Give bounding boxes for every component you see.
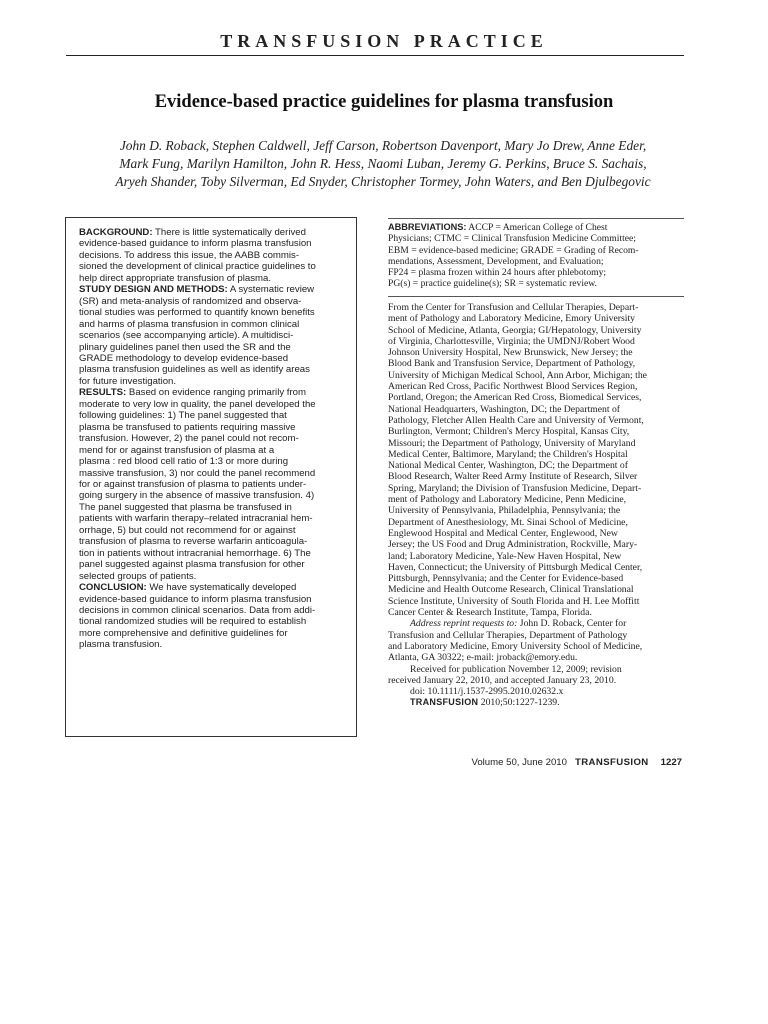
affiliation-line: Medical Center, Baltimore, Maryland; the Children's Hospital [388,448,628,460]
abstract-line: panel suggested against plasma transfusion for other [79,559,305,571]
methods-label: STUDY DESIGN AND METHODS: [79,284,228,296]
affiliation-line: ment of Pathology and Laboratory Medicine, Penn Medicine, [388,494,627,506]
abstract-line: and harms of plasma transfusion in common clinical [79,318,300,330]
abstract-line: tional studies was performed to quantify known benefits [79,307,315,319]
affiliation-line: Medicine and Health Outcome Research, Clinical Translational [388,584,634,596]
affiliation-line: American Red Cross, Pacific Northwest Blood Services Region, [388,381,638,393]
abstract-line: patients with warfarin therapy–related intracranial hem- [79,513,313,525]
abstract-line: tion in patients without intracranial hemorrhage. 6) The [79,547,311,559]
abstract-line: plasma transfusion guidelines as well as identify areas [79,364,310,376]
abstract-line: GRADE methodology to develop evidence-based [79,352,289,364]
abstract-line: scenarios (see accompanying article). A multidisci- [79,330,294,342]
affiliations [388,302,647,709]
citation-details: 2010;50:1227-1239. [478,697,560,709]
abbreviations-rule-bottom [388,296,684,297]
abstract-line: We have systematically developed [146,582,297,594]
affiliation-line: of Virginia, Charlottesville, Virginia; the UMDNJ/Robert Wood [388,335,635,347]
affiliation-line: ment of Pathology and Laboratory Medicine, Emory University [388,313,635,325]
affiliation-line: University of Michigan Medical School, Ann Arbor, Michigan; the [388,369,647,381]
footer-volume: Volume 50, June 2010 [471,757,567,768]
journal-title: TRANSFUSION PRACTICE [220,31,548,51]
background-label: BACKGROUND: [79,227,153,238]
affiliation-line: Pittsburgh, Pennsylvania; and the Center for Evidence-based [388,573,624,585]
abstract-line: There is little systematically derived [152,227,306,238]
abstract-line: sioned the development of clinical practice guidelines to [79,261,316,273]
affiliation-line: Blood Research, Walter Reed Army Institute of Research, Silver [388,471,638,483]
abstract-line: for or against transfusion of plasma to patients under- [79,478,307,490]
abbreviation-line: Physicians; CTMC = Clinical Transfusion Medicine Committee; [388,233,636,245]
abstract-line: for future investigation. [79,375,177,387]
reprint-line: Transfusion and Cellular Therapies, Department of Pathology [388,629,628,641]
reprint-line: and Laboratory Medicine, Emory University School of Medicine, [388,640,643,652]
abstract-line: (SR) and meta-analysis of randomized and observa- [79,295,302,307]
abbreviations [388,222,639,290]
received-line: received January 22, 2010, and accepted January 23, 2010. [388,674,617,686]
abbreviation-line: mendations, Assessment, Development, and Evaluation; [388,255,604,267]
affiliation-line: land; Laboratory Medicine, Yale-New Haven Hospital, New [388,550,622,562]
abbreviation-line: PG(s) = practice guideline(s); SR = systematic review. [388,278,597,290]
article-title: Evidence-based practice guidelines for plasma transfusion [154,92,614,112]
affiliation-line: Portland, Oregon; the American Red Cross, Biomedical Services, [388,392,642,404]
conclusion-label: CONCLUSION: [79,582,147,594]
abbreviations-label: ABBREVIATIONS: [388,222,467,232]
abstract-line: The panel suggested that plasma be transfused in [79,501,292,513]
affiliation-line: Spring, Maryland; the Division of Transfusion Medicine, Depart- [388,482,642,494]
affiliation-line: University of Pennsylvania, Philadelphia, Pennsylvania; the [388,505,621,517]
reprint-label: Address reprint requests to: [410,618,518,630]
results-label: RESULTS: [79,387,127,399]
abstract-line: going surgery in the absence of massive transfusion. 4) [79,490,315,502]
footer-journal: TRANSFUSION [574,757,649,768]
reprint-line: John D. Roback, Center for [517,618,627,630]
affiliation-line: Jersey; the US Food and Drug Administration, Rockville, Mary- [388,539,638,551]
doi: doi: 10.1111/j.1537-2995.2010.02632.x [410,686,564,698]
author-list [60,137,706,191]
abbreviation-line: FP24 = plasma frozen within 24 hours after phlebotomy; [388,267,607,279]
abstract-line: plasma transfusion. [79,639,163,651]
abstract-line: decisions. To address this issue, the AABB commis- [79,249,300,261]
abstract-line: tional randomized studies will be required to establish [79,616,307,628]
abstract-line: transfusion of plasma to reverse warfarin anticoagula- [79,536,308,548]
abbreviations-rule-top [388,218,684,219]
abstract-line: selected groups of patients. [79,570,197,582]
page-footer [471,757,682,768]
affiliation-line: From the Center for Transfusion and Cellular Therapies, Depart- [388,302,639,313]
abstract-line: plinary guidelines panel then used the SR and the [79,341,291,353]
author-line: John D. Roback, Stephen Caldwell, Jeff Carson, Robertson Davenport, Mary Jo Drew, Anne Eder, [119,138,647,153]
abstract-line: moderate to very low in quality, the panel developed the [79,398,316,410]
affiliation-line: National Medical Center, Washington, DC; the Department of [388,460,628,472]
abstract-line: massive transfusion, 3) nor could the panel recommend [79,467,316,479]
affiliation-line: Johnson University Hospital, New Brunswick, New Jersey; the [388,347,633,359]
abstract-line: evidence-based guidance to inform plasma transfusion [79,593,312,605]
affiliation-line: Pathology, Fletcher Allen Health Care and University of Vermont, [388,414,644,426]
abstract-box [65,217,357,737]
abstract-line: evidence-based guidance to inform plasma transfusion [79,238,312,250]
affiliation-line: Science Institute, University of South Florida and H. Lee Moffitt [388,595,640,607]
citation-journal: TRANSFUSION [410,697,479,708]
affiliation-line: Department of Anesthesiology, Mt. Sinai School of Medicine, [388,516,628,528]
abstract-line: A systematic review [227,284,315,296]
abbreviation-line: EBM = evidence-based medicine; GRADE = Grading of Recom- [388,244,639,256]
abstract-line: orrhage, 5) but could not recommend for or against [79,524,296,536]
abstract-text [79,227,316,651]
affiliation-line: Cancer Center & Research Institute, Tampa, Florida. [388,607,592,619]
abstract-line: Based on evidence ranging primarily from [126,387,306,399]
author-line: Aryeh Shander, Toby Silverman, Ed Snyder, Christopher Tormey, John Waters, and Ben Djulbegovic [115,174,651,189]
abstract-line: more comprehensive and definitive guidelines for [79,627,288,639]
author-line: Mark Fung, Marilyn Hamilton, John R. Hess, Naomi Luban, Jeremy G. Perkins, Bruce S. Sachais, [119,156,647,171]
affiliation-line: Englewood Hospital and Medical Center, Englewood, New [388,527,618,539]
affiliation-line: National Headquarters, Washington, DC; the Department of [388,403,621,415]
received-line: Received for publication November 12, 2009; revision [410,663,622,675]
abstract-line: plasma be transfused to patients requiring massive [79,421,296,433]
abstract-line: decisions in common clinical scenarios. Data from addi- [79,604,316,616]
citation [388,697,647,708]
page-number: 1227 [660,757,682,768]
header-rule [66,55,684,56]
abstract-line: following guidelines: 1) The panel suggested that [79,410,287,422]
reprint-line: Atlanta, GA 30322; e-mail: jroback@emory.edu. [388,652,578,664]
abstract-line: mend for or against transfusion of plasma at a [79,444,275,456]
abstract-line: transfusion. However, 2) the panel could not recom- [79,433,299,445]
abstract-line: help direct appropriate transfusion of plasma. [79,272,271,284]
affiliation-line: Missouri; the Department of Pathology, University of Maryland [388,437,636,449]
affiliation-line: Burlington, Vermont; Children's Mercy Hospital, Kansas City, [388,426,630,438]
abbreviation-line: ACCP = American College of Chest [466,222,608,233]
affiliation-line: School of Medicine, Atlanta, Georgia; GI/Hepatology, University [388,324,642,336]
affiliation-line: Blood Bank and Transfusion Service, Department of Pathology, [388,358,636,370]
abstract-line: plasma : red blood cell ratio of 1:3 or more during [79,456,289,468]
affiliation-line: Haven, Connecticut; the University of Pittsburgh Medical Center, [388,561,643,573]
